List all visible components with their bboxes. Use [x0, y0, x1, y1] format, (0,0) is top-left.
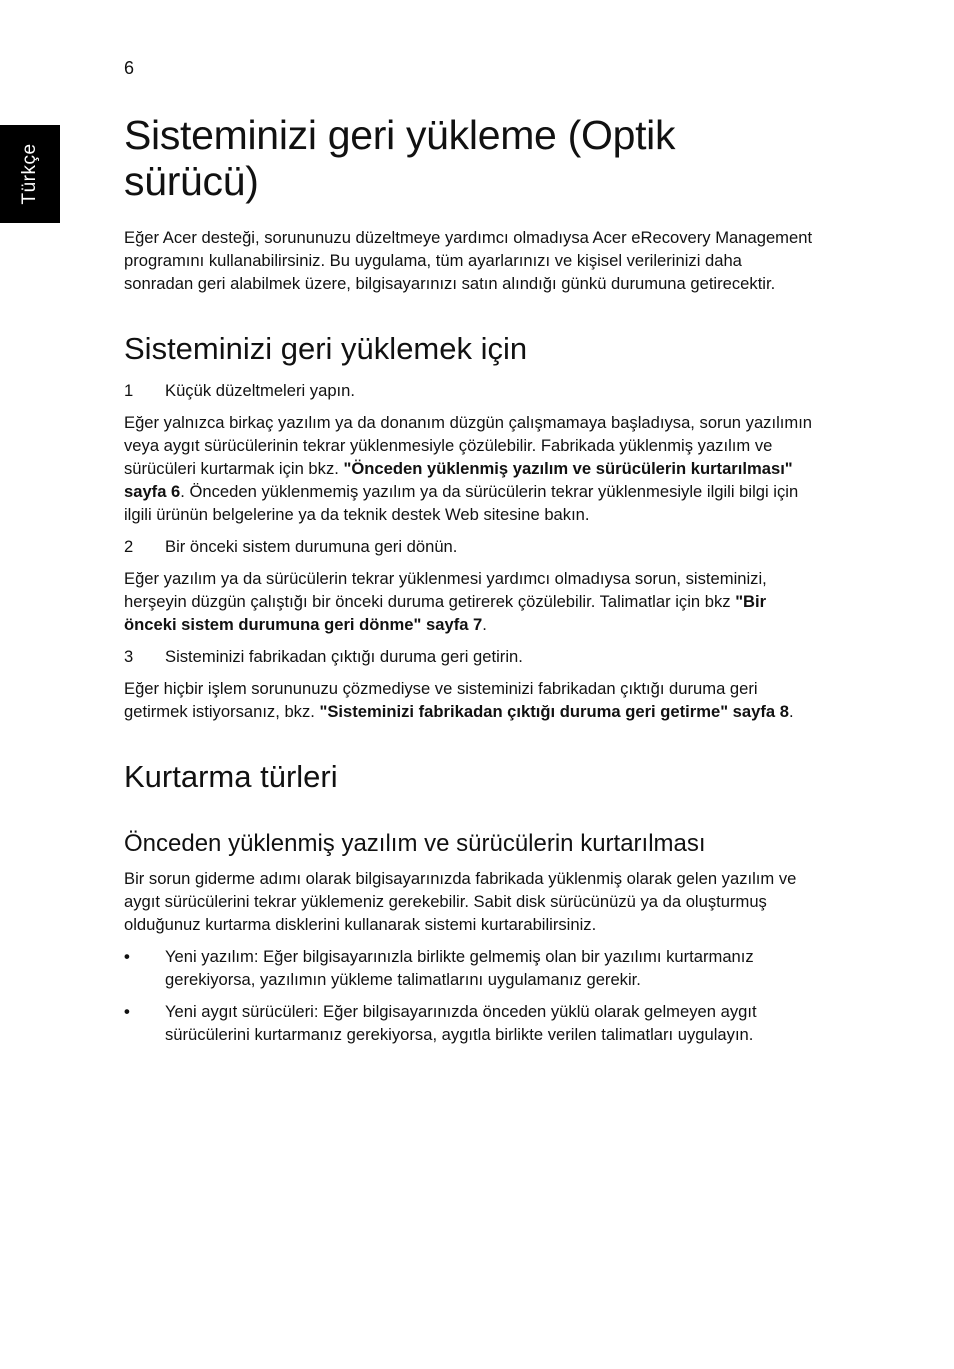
recovery-paragraph: Bir sorun giderme adımı olarak bilgisayarınızda fabrikada yüklenmiş olarak gelen yazılım ve aygıt sürücülerini tekrar yüklemeniz gerekebilir. Sabit disk sürücünüzü ya da oluşturmuş olduğunuz kurtarma disklerini kullanarak sistemi kurtarabilirsiniz. — [124, 869, 797, 934]
bullet-item — [124, 1000, 814, 1046]
step-3 — [124, 645, 814, 668]
step-text: Sisteminizi fabrikadan çıktığı duruma geri getirin. — [165, 647, 523, 666]
step-number: 2 — [124, 537, 134, 556]
step-2-paragraph — [124, 567, 814, 636]
bullet-mark: • — [124, 1002, 130, 1021]
bullet-text: Yeni yazılım: Eğer bilgisayarınızla birlikte gelmemiş olan bir yazılımı kurtarmanız gerekiyorsa, yazılımın yükleme talimatlarını uygulamanız gerekir. — [165, 947, 754, 989]
page-number: 6 — [124, 58, 135, 78]
text-run: Eğer yalnızca birkaç yazılım ya da donanım düzgün çalışmamaya başladıysa, sorun yazılımın veya aygıt sürücülerinin tekrar yüklenmesiyle çözülebilir. Fabrikada yüklenmiş yazılım ve sürücüleri kurtarmak için bkz. — [124, 413, 813, 478]
section-heading-recovery-types: Kurtarma türleri — [124, 759, 338, 794]
language-tab-label: Türkçe — [19, 143, 40, 205]
page-content — [124, 112, 814, 1055]
bullet-item — [124, 945, 814, 991]
bullet-mark: • — [124, 947, 130, 966]
step-2 — [124, 535, 814, 558]
text-run: . — [788, 702, 794, 721]
step-3-paragraph — [124, 677, 814, 723]
cross-reference: "Önceden yüklenmiş yazılım ve sürücülerin kurtarılması" sayfa 6 — [124, 459, 793, 501]
step-number: 1 — [124, 381, 134, 400]
cross-reference: "Bir önceki sistem durumuna geri dönme" sayfa 7 — [124, 592, 767, 634]
section-heading-restore: Sisteminizi geri yüklemek için — [124, 331, 528, 366]
text-run: . — [482, 615, 487, 634]
cross-reference: "Sisteminizi fabrikadan çıktığı duruma geri getirme" sayfa 8 — [319, 702, 789, 721]
text-run: Eğer hiçbir işlem sorununuzu çözmediyse ve sisteminizi fabrikadan çıktığı duruma geri getirmek istiyorsanız, bkz. — [124, 679, 758, 721]
subsection-heading: Önceden yüklenmiş yazılım ve sürücülerin kurtarılması — [124, 830, 706, 857]
step-1 — [124, 379, 814, 402]
bullet-text: Yeni aygıt sürücüleri: Eğer bilgisayarınızda önceden yüklü olarak gelmeyen aygıt sürücülerini kurtarmanız gerekiyorsa, aygıtla birlikte verilen talimatları uygulayın. — [165, 1002, 757, 1044]
step-text: Küçük düzeltmeleri yapın. — [165, 381, 356, 400]
step-text: Bir önceki sistem durumuna geri dönün. — [165, 537, 458, 556]
step-1-paragraph — [124, 411, 814, 526]
page-title: Sisteminizi geri yükleme (Optik sürücü) — [124, 112, 676, 204]
intro-paragraph: Eğer Acer desteği, sorununuzu düzeltmeye yardımcı olmadıysa Acer eRecovery Management programını kullanabilirsiniz. Bu uygulama, tüm ayarlarınızı ve kişisel verilerinizi daha sonradan geri alabilmek üzere, bilgisayarınızı satın alındığı günkü durumuna getirecektir. — [124, 228, 813, 293]
language-tab — [0, 125, 60, 223]
text-run: . Önceden yüklenmemiş yazılım ya da sürücülerin tekrar yüklenmesiyle ilgili bilgi için ilgili ürünün belgelerine ya da teknik destek Web sitesine bakın. — [124, 482, 799, 524]
text-run: Eğer yazılım ya da sürücülerin tekrar yüklenmesi yardımcı olmadıysa sorun, sisteminizi, herşeyin düzgün çalıştığı bir önceki duruma getirerek çözülebilir. Talimatlar için bkz — [124, 569, 767, 611]
step-number: 3 — [124, 647, 134, 666]
